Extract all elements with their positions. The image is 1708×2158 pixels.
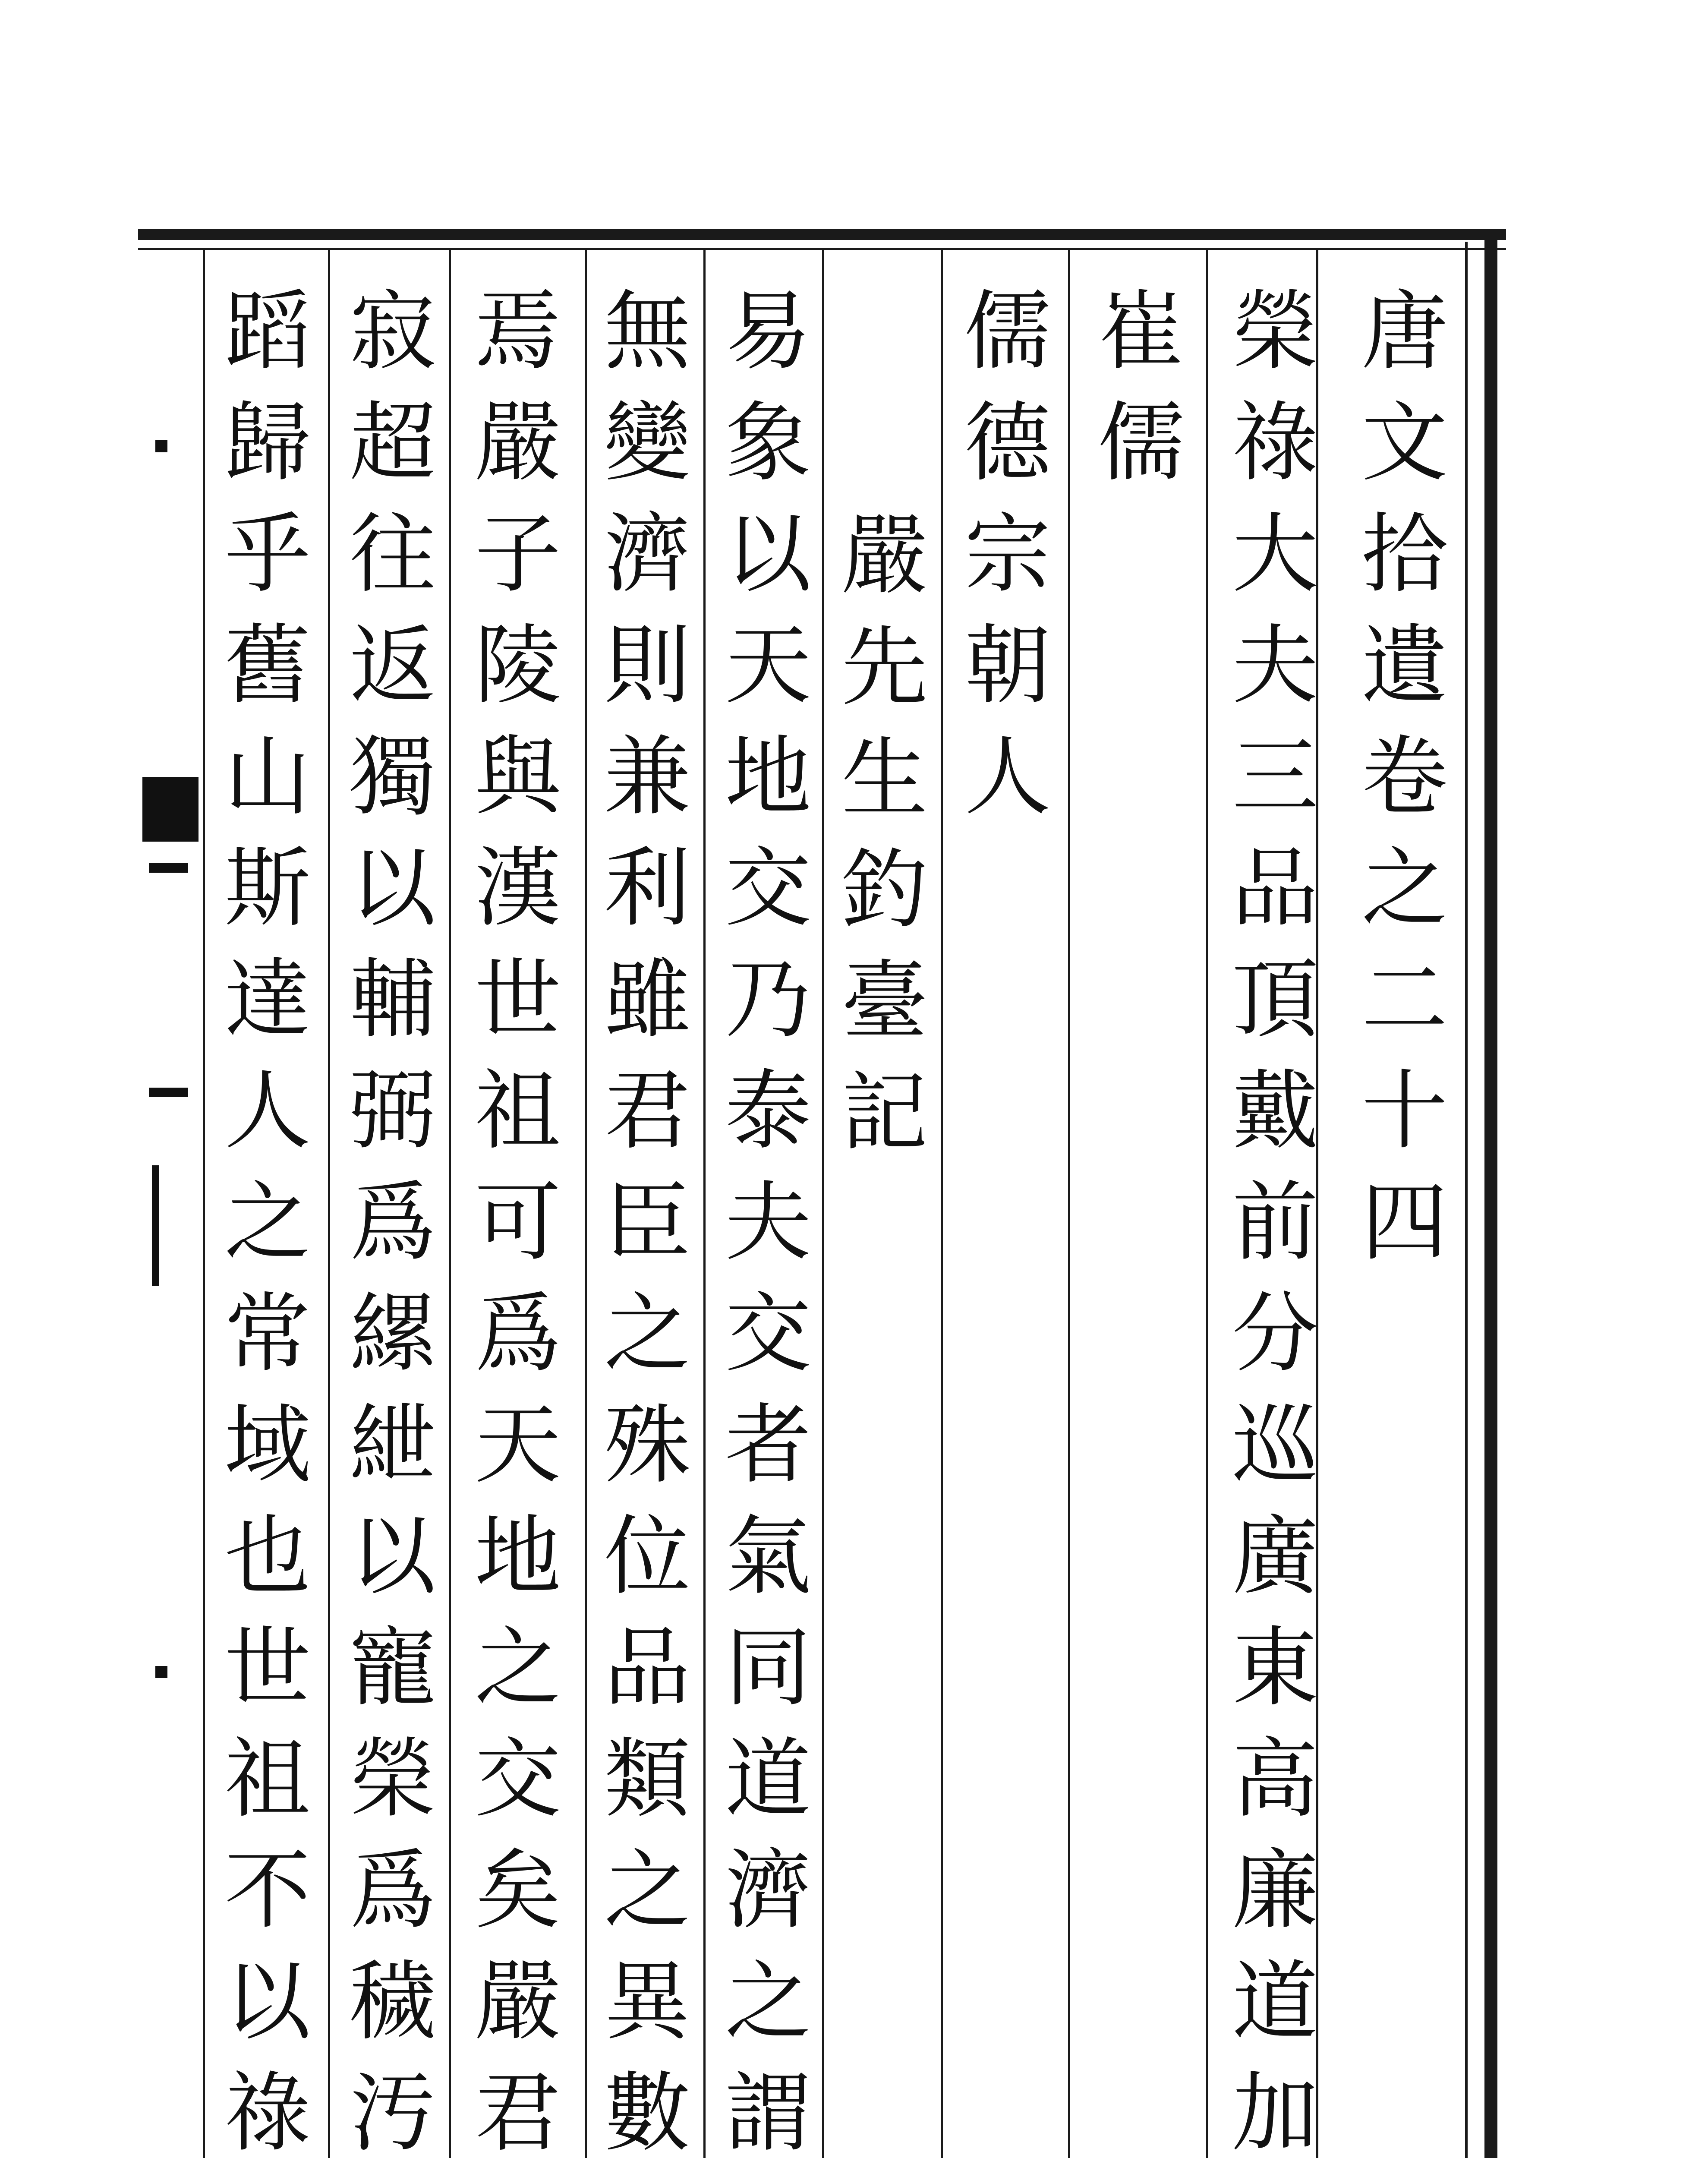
column-character: 變 [604,393,690,493]
column-character: 宗 [964,504,1051,605]
column-character: 巡 [1232,1395,1318,1495]
column-character: 品 [1232,838,1318,939]
column-character: 爲 [349,1840,436,1941]
column-character: 乃 [725,950,811,1050]
column-character: 分 [1232,1284,1318,1384]
fold-margin-mark [152,1165,159,1286]
body-text-column [714,276,822,2158]
column-character: 以 [224,1952,311,2052]
column-character: 雖 [604,950,690,1050]
column-character: 同 [725,1618,811,1718]
column-character: 君 [604,1061,690,1161]
column-character: 先 [841,617,928,718]
column-character: 獨 [349,727,436,827]
column-character: 之 [474,1618,561,1718]
column-character: 紲 [349,1395,436,1495]
column-character: 之 [725,1952,811,2052]
column-character: 三 [1232,727,1318,827]
body-text-column [593,276,701,2158]
column-character: 謂 [725,2063,811,2158]
column-character: 唐 [1361,281,1448,382]
column-character: 崔 [1098,281,1185,382]
column-character: 也 [224,1506,311,1607]
column-character: 生 [841,729,928,829]
column-character: 易 [725,281,811,382]
column-character: 祖 [224,1729,311,1830]
fold-margin-mark [149,1088,188,1097]
column-character: 寂 [349,281,436,382]
fold-margin-mark [149,863,188,873]
column-character: 君 [474,2063,561,2158]
column-character: 位 [604,1506,690,1607]
column-divider [822,249,824,2158]
column-character: 子 [474,504,561,605]
column-character: 異 [604,1952,690,2052]
column-character: 之 [604,1284,690,1384]
column-character: 夫 [725,1172,811,1273]
column-character: 矣 [474,1840,561,1941]
column-divider [328,249,330,2158]
column-character: 遺 [1361,615,1448,716]
column-character: 利 [604,838,690,939]
column-character: 焉 [474,281,561,382]
column-character: 地 [725,727,811,827]
column-character: 山 [224,727,311,827]
column-character: 與 [474,727,561,827]
column-character: 返 [349,615,436,716]
column-character: 往 [349,504,436,605]
column-character: 達 [224,950,311,1050]
column-character: 以 [349,838,436,939]
body-text-column [464,276,572,2158]
column-character: 大 [1232,504,1318,605]
column-character: 弼 [349,1061,436,1161]
column-character: 嚴 [474,393,561,493]
body-text-column [214,276,321,2158]
column-character: 戴 [1232,1061,1318,1161]
column-character: 濟 [725,1840,811,1941]
fold-margin-mark [155,440,167,452]
frame-right-border [1484,229,1497,2158]
column-character: 交 [474,1729,561,1830]
column-character: 廉 [1232,1840,1318,1941]
column-character: 陵 [474,615,561,716]
column-character: 之 [604,1840,690,1941]
column-character: 祿 [1232,393,1318,493]
column-character: 數 [604,2063,690,2158]
column-character: 可 [474,1172,561,1273]
column-character: 臺 [841,951,928,1052]
column-character: 穢 [349,1952,436,2052]
author-note-column [954,276,1062,833]
column-character: 爲 [474,1284,561,1384]
column-character: 不 [224,1840,311,1941]
column-character: 廣 [1232,1506,1318,1607]
column-character: 道 [725,1729,811,1830]
column-character: 品 [604,1618,690,1718]
column-character: 交 [725,838,811,939]
column-character: 域 [224,1395,311,1495]
column-character: 汚 [349,2063,436,2158]
column-character: 高 [1232,1729,1318,1830]
column-character: 文 [1361,393,1448,493]
column-character: 祿 [224,2063,311,2158]
author-name-column [1087,276,1195,499]
column-character: 地 [474,1506,561,1607]
column-character: 朝 [964,615,1051,716]
column-character: 前 [1232,1172,1318,1273]
column-divider [449,249,451,2158]
column-character: 人 [224,1061,311,1161]
column-character: 蹈 [224,281,311,382]
column-character: 兼 [604,727,690,827]
column-divider [203,249,205,2158]
column-character: 縲 [349,1284,436,1384]
column-character: 儒 [1098,393,1185,493]
column-character: 無 [604,281,690,382]
column-character: 以 [349,1506,436,1607]
column-character: 者 [725,1395,811,1495]
column-character: 榮 [349,1729,436,1830]
column-character: 爲 [349,1172,436,1273]
column-character: 歸 [224,393,311,493]
column-character: 以 [725,504,811,605]
column-character: 殊 [604,1395,690,1495]
fold-margin-mark [142,777,199,842]
column-character: 常 [224,1284,311,1384]
column-character: 世 [474,950,561,1050]
column-character: 東 [1232,1618,1318,1718]
column-character: 象 [725,393,811,493]
column-character: 交 [725,1284,811,1384]
frame-right-border-inner [1465,242,1468,2158]
column-character: 二 [1361,950,1448,1050]
column-character: 嚴 [474,1952,561,2052]
column-character: 加 [1232,2063,1318,2158]
column-character: 超 [349,393,436,493]
column-character: 濟 [604,504,690,605]
column-character: 四 [1361,1172,1448,1273]
column-character: 氣 [725,1506,811,1607]
compiler-credit-column [1221,276,1329,2158]
column-character: 祖 [474,1061,561,1161]
column-character: 臣 [604,1172,690,1273]
column-character: 儒 [964,281,1051,382]
frame-top-border [138,229,1506,240]
column-character: 德 [964,393,1051,493]
column-character: 記 [841,1063,928,1163]
column-character: 舊 [224,615,311,716]
volume-title-column [1351,276,1459,1278]
column-divider [941,249,943,2158]
column-character: 斯 [224,838,311,939]
column-character: 之 [1361,838,1448,939]
essay-title-column [831,501,939,1169]
column-divider [1206,249,1208,2158]
column-character: 十 [1361,1061,1448,1161]
column-divider [585,249,587,2158]
column-character: 人 [964,727,1051,827]
column-character: 乎 [224,504,311,605]
column-character: 泰 [725,1061,811,1161]
column-character: 天 [474,1395,561,1495]
column-character: 榮 [1232,281,1318,382]
fold-margin-mark [155,1666,167,1678]
column-character: 則 [604,615,690,716]
column-character: 世 [224,1618,311,1718]
column-character: 寵 [349,1618,436,1718]
column-divider [703,249,706,2158]
column-divider [1068,249,1070,2158]
column-character: 頂 [1232,950,1318,1050]
column-character: 道 [1232,1952,1318,2052]
column-character: 釣 [841,840,928,940]
column-character: 嚴 [841,506,928,606]
column-character: 漢 [474,838,561,939]
column-character: 夫 [1232,615,1318,716]
column-character: 拾 [1361,504,1448,605]
column-character: 天 [725,615,811,716]
column-character: 卷 [1361,727,1448,827]
column-character: 之 [224,1172,311,1273]
column-character: 類 [604,1729,690,1830]
body-text-column [339,276,447,2158]
column-character: 輔 [349,950,436,1050]
